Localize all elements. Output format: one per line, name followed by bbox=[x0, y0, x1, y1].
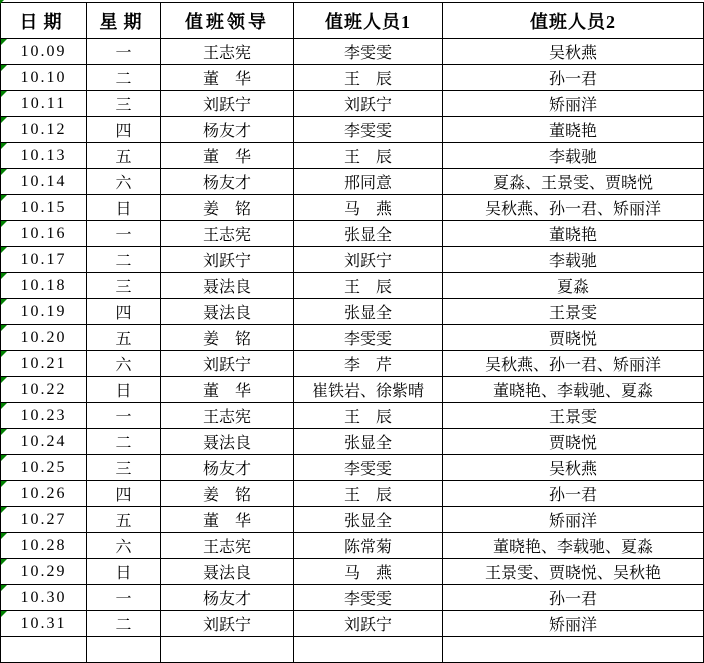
leader-cell[interactable]: 杨友才 bbox=[161, 117, 294, 143]
date-value: 10.12 bbox=[20, 120, 67, 138]
date-value: 10.24 bbox=[20, 432, 67, 450]
table-row bbox=[1, 273, 704, 299]
weekday-cell[interactable]: 五 bbox=[87, 507, 161, 533]
error-indicator-triangle bbox=[1, 429, 7, 435]
error-indicator-triangle bbox=[1, 507, 7, 513]
weekday-cell[interactable]: 五 bbox=[87, 325, 161, 351]
table-row bbox=[1, 143, 704, 169]
header-row bbox=[1, 3, 704, 39]
error-indicator-triangle bbox=[1, 273, 7, 279]
leader-cell[interactable]: 王志宪 bbox=[161, 403, 294, 429]
date-cell[interactable] bbox=[1, 91, 87, 117]
table-row bbox=[1, 39, 704, 65]
table-row bbox=[1, 481, 704, 507]
duty-roster-table bbox=[0, 2, 704, 663]
error-indicator-triangle bbox=[1, 169, 7, 175]
leader-cell[interactable]: 姜 铭 bbox=[161, 481, 294, 507]
staff2-cell[interactable]: 吴秋燕、孙一君、矫丽洋 bbox=[443, 351, 704, 377]
staff2-cell[interactable]: 矫丽洋 bbox=[443, 507, 704, 533]
table-row bbox=[1, 559, 704, 585]
date-cell[interactable] bbox=[1, 429, 87, 455]
weekday-cell[interactable]: 一 bbox=[87, 221, 161, 247]
date-value: 10.30 bbox=[20, 588, 67, 606]
staff2-cell[interactable]: 孙一君 bbox=[443, 65, 704, 91]
table-row bbox=[1, 169, 704, 195]
staff1-cell[interactable]: 王 辰 bbox=[294, 481, 443, 507]
date-cell[interactable] bbox=[1, 299, 87, 325]
weekday-cell[interactable]: 四 bbox=[87, 481, 161, 507]
leader-cell[interactable]: 王志宪 bbox=[161, 533, 294, 559]
date-value: 10.14 bbox=[20, 172, 67, 190]
staff2-cell[interactable]: 矫丽洋 bbox=[443, 91, 704, 117]
date-cell[interactable] bbox=[1, 273, 87, 299]
leader-cell[interactable]: 杨友才 bbox=[161, 169, 294, 195]
leader-cell[interactable]: 王志宪 bbox=[161, 39, 294, 65]
table-row bbox=[1, 195, 704, 221]
table-row bbox=[1, 377, 704, 403]
error-indicator-triangle bbox=[1, 195, 7, 201]
error-indicator-triangle bbox=[1, 611, 7, 617]
staff1-cell[interactable]: 崔铁岩、徐紫晴 bbox=[294, 377, 443, 403]
staff2-cell[interactable]: 孙一君 bbox=[443, 585, 704, 611]
staff1-cell[interactable]: 李雯雯 bbox=[294, 325, 443, 351]
error-indicator-triangle bbox=[1, 481, 7, 487]
staff1-cell[interactable]: 马 燕 bbox=[294, 195, 443, 221]
staff2-cell[interactable]: 孙一君 bbox=[443, 481, 704, 507]
leader-cell[interactable]: 刘跃宁 bbox=[161, 611, 294, 637]
date-value: 10.09 bbox=[20, 42, 67, 60]
leader-cell[interactable]: 刘跃宁 bbox=[161, 247, 294, 273]
date-value: 10.18 bbox=[20, 276, 67, 294]
date-cell[interactable] bbox=[1, 377, 87, 403]
staff2-cell[interactable]: 王景雯、贾晓悦、吴秋艳 bbox=[443, 559, 704, 585]
staff2-cell[interactable]: 李载驰 bbox=[443, 247, 704, 273]
empty-cell bbox=[87, 637, 161, 663]
leader-cell[interactable]: 聂法良 bbox=[161, 299, 294, 325]
leader-cell[interactable]: 董 华 bbox=[161, 377, 294, 403]
error-indicator-triangle bbox=[1, 117, 7, 123]
staff1-cell[interactable]: 李雯雯 bbox=[294, 585, 443, 611]
error-indicator-triangle bbox=[1, 143, 7, 149]
staff2-cell[interactable]: 夏淼 bbox=[443, 273, 704, 299]
partial-cutoff-row bbox=[1, 637, 704, 663]
staff1-cell[interactable]: 刘跃宁 bbox=[294, 247, 443, 273]
table-row bbox=[1, 65, 704, 91]
staff1-cell[interactable]: 王 辰 bbox=[294, 403, 443, 429]
weekday-cell[interactable]: 五 bbox=[87, 143, 161, 169]
staff2-cell[interactable]: 矫丽洋 bbox=[443, 611, 704, 637]
date-value: 10.22 bbox=[20, 380, 67, 398]
staff1-cell[interactable]: 刘跃宁 bbox=[294, 611, 443, 637]
weekday-cell[interactable]: 一 bbox=[87, 585, 161, 611]
weekday-cell[interactable]: 一 bbox=[87, 403, 161, 429]
staff2-cell[interactable]: 李载驰 bbox=[443, 143, 704, 169]
staff2-cell[interactable]: 吴秋燕 bbox=[443, 455, 704, 481]
date-value: 10.11 bbox=[20, 94, 67, 112]
staff1-cell[interactable]: 王 辰 bbox=[294, 65, 443, 91]
date-value: 10.15 bbox=[20, 198, 67, 216]
table-row bbox=[1, 117, 704, 143]
weekday-cell[interactable]: 二 bbox=[87, 429, 161, 455]
staff1-cell[interactable]: 李 芹 bbox=[294, 351, 443, 377]
table-row bbox=[1, 533, 704, 559]
staff2-cell[interactable]: 夏淼、王景雯、贾晓悦 bbox=[443, 169, 704, 195]
date-value: 10.31 bbox=[20, 614, 67, 632]
leader-cell[interactable]: 董 华 bbox=[161, 143, 294, 169]
date-cell[interactable] bbox=[1, 585, 87, 611]
date-cell[interactable] bbox=[1, 247, 87, 273]
date-cell[interactable] bbox=[1, 351, 87, 377]
staff1-cell[interactable]: 李雯雯 bbox=[294, 455, 443, 481]
error-indicator-triangle bbox=[1, 39, 7, 45]
date-cell[interactable] bbox=[1, 143, 87, 169]
weekday-cell[interactable]: 二 bbox=[87, 65, 161, 91]
date-value: 10.25 bbox=[20, 458, 67, 476]
table-row bbox=[1, 91, 704, 117]
date-value: 10.23 bbox=[20, 406, 67, 424]
leader-cell[interactable]: 王志宪 bbox=[161, 221, 294, 247]
col-header-leader[interactable]: 值班领导 bbox=[161, 3, 294, 39]
weekday-cell[interactable]: 日 bbox=[87, 195, 161, 221]
date-cell[interactable] bbox=[1, 325, 87, 351]
error-indicator-triangle bbox=[1, 325, 7, 331]
staff2-cell[interactable]: 吴秋燕 bbox=[443, 39, 704, 65]
staff1-cell[interactable]: 张显全 bbox=[294, 429, 443, 455]
date-value: 10.28 bbox=[20, 536, 67, 554]
staff2-cell[interactable]: 贾晓悦 bbox=[443, 429, 704, 455]
table-row bbox=[1, 429, 704, 455]
date-value: 10.10 bbox=[20, 68, 67, 86]
col-header-staff1[interactable]: 值班人员1 bbox=[294, 3, 443, 39]
staff1-cell[interactable]: 王 辰 bbox=[294, 273, 443, 299]
date-cell[interactable] bbox=[1, 559, 87, 585]
weekday-cell[interactable]: 一 bbox=[87, 39, 161, 65]
error-indicator-triangle bbox=[1, 455, 7, 461]
date-value: 10.27 bbox=[20, 510, 67, 528]
date-value: 10.13 bbox=[20, 146, 67, 164]
leader-cell[interactable]: 刘跃宁 bbox=[161, 351, 294, 377]
error-indicator-triangle bbox=[1, 403, 7, 409]
weekday-cell[interactable]: 三 bbox=[87, 273, 161, 299]
date-value: 10.21 bbox=[20, 354, 67, 372]
date-cell[interactable] bbox=[1, 533, 87, 559]
weekday-cell[interactable]: 六 bbox=[87, 351, 161, 377]
staff2-cell[interactable]: 吴秋燕、孙一君、矫丽洋 bbox=[443, 195, 704, 221]
error-indicator-triangle bbox=[1, 299, 7, 305]
date-cell[interactable] bbox=[1, 39, 87, 65]
weekday-cell[interactable]: 二 bbox=[87, 611, 161, 637]
staff2-cell[interactable]: 贾晓悦 bbox=[443, 325, 704, 351]
error-indicator-triangle bbox=[1, 221, 7, 227]
leader-cell[interactable]: 刘跃宁 bbox=[161, 91, 294, 117]
error-indicator-triangle bbox=[1, 65, 7, 71]
date-value: 10.17 bbox=[20, 250, 67, 268]
leader-cell[interactable]: 杨友才 bbox=[161, 455, 294, 481]
staff1-cell[interactable]: 陈常菊 bbox=[294, 533, 443, 559]
empty-cell bbox=[443, 637, 704, 663]
leader-cell[interactable]: 杨友才 bbox=[161, 585, 294, 611]
empty-cell bbox=[161, 637, 294, 663]
col-header-weekday[interactable]: 星期 bbox=[87, 3, 161, 39]
leader-cell[interactable]: 董 华 bbox=[161, 65, 294, 91]
staff1-cell[interactable]: 李雯雯 bbox=[294, 39, 443, 65]
date-cell[interactable] bbox=[1, 455, 87, 481]
error-indicator-triangle bbox=[1, 351, 7, 357]
leader-cell[interactable]: 姜 铭 bbox=[161, 325, 294, 351]
date-cell[interactable] bbox=[1, 169, 87, 195]
staff1-cell[interactable]: 王 辰 bbox=[294, 143, 443, 169]
staff1-cell[interactable]: 李雯雯 bbox=[294, 117, 443, 143]
date-value: 10.16 bbox=[20, 224, 67, 242]
date-value: 10.19 bbox=[20, 302, 67, 320]
table-row bbox=[1, 611, 704, 637]
col-header-date[interactable]: 日期 bbox=[1, 3, 87, 39]
roster-body bbox=[1, 39, 704, 663]
staff2-cell[interactable]: 董晓艳 bbox=[443, 221, 704, 247]
date-cell[interactable] bbox=[1, 403, 87, 429]
weekday-cell[interactable]: 三 bbox=[87, 455, 161, 481]
date-cell[interactable] bbox=[1, 507, 87, 533]
error-indicator-triangle bbox=[1, 533, 7, 539]
weekday-cell[interactable]: 四 bbox=[87, 117, 161, 143]
table-row bbox=[1, 403, 704, 429]
leader-cell[interactable]: 聂法良 bbox=[161, 273, 294, 299]
table-row bbox=[1, 351, 704, 377]
table-row bbox=[1, 455, 704, 481]
date-cell[interactable] bbox=[1, 65, 87, 91]
staff2-cell[interactable]: 董晓艳、李载驰、夏淼 bbox=[443, 377, 704, 403]
error-indicator-triangle bbox=[1, 91, 7, 97]
date-value: 10.26 bbox=[20, 484, 67, 502]
table-row bbox=[1, 221, 704, 247]
date-value: 10.29 bbox=[20, 562, 67, 580]
table-row bbox=[1, 507, 704, 533]
date-cell[interactable] bbox=[1, 611, 87, 637]
weekday-cell[interactable]: 日 bbox=[87, 559, 161, 585]
staff2-cell[interactable]: 董晓艳 bbox=[443, 117, 704, 143]
table-row bbox=[1, 325, 704, 351]
date-value: 10.20 bbox=[20, 328, 67, 346]
empty-cell bbox=[294, 637, 443, 663]
staff1-cell[interactable]: 张显全 bbox=[294, 299, 443, 325]
leader-cell[interactable]: 姜 铭 bbox=[161, 195, 294, 221]
date-cell[interactable] bbox=[1, 117, 87, 143]
table-row bbox=[1, 299, 704, 325]
weekday-cell[interactable]: 六 bbox=[87, 533, 161, 559]
date-cell[interactable] bbox=[1, 481, 87, 507]
weekday-cell[interactable]: 六 bbox=[87, 169, 161, 195]
leader-cell[interactable]: 聂法良 bbox=[161, 429, 294, 455]
staff1-cell[interactable]: 张显全 bbox=[294, 507, 443, 533]
staff1-cell[interactable]: 马 燕 bbox=[294, 559, 443, 585]
table-row bbox=[1, 585, 704, 611]
empty-cell bbox=[1, 637, 87, 663]
staff2-cell[interactable]: 王景雯 bbox=[443, 299, 704, 325]
weekday-cell[interactable]: 三 bbox=[87, 91, 161, 117]
staff1-cell[interactable]: 刘跃宁 bbox=[294, 91, 443, 117]
error-indicator-triangle bbox=[0, 0, 4, 4]
error-indicator-triangle bbox=[1, 247, 7, 253]
error-indicator-triangle bbox=[1, 559, 7, 565]
col-header-staff2[interactable]: 值班人员2 bbox=[443, 3, 704, 39]
date-cell[interactable] bbox=[1, 221, 87, 247]
weekday-cell[interactable]: 四 bbox=[87, 299, 161, 325]
staff2-cell[interactable]: 董晓艳、李载驰、夏淼 bbox=[443, 533, 704, 559]
weekday-cell[interactable]: 二 bbox=[87, 247, 161, 273]
leader-cell[interactable]: 聂法良 bbox=[161, 559, 294, 585]
error-indicator-triangle bbox=[1, 585, 7, 591]
leader-cell[interactable]: 董 华 bbox=[161, 507, 294, 533]
staff1-cell[interactable]: 张显全 bbox=[294, 221, 443, 247]
staff2-cell[interactable]: 王景雯 bbox=[443, 403, 704, 429]
staff1-cell[interactable]: 邢同意 bbox=[294, 169, 443, 195]
weekday-cell[interactable]: 日 bbox=[87, 377, 161, 403]
table-row bbox=[1, 247, 704, 273]
error-indicator-triangle bbox=[1, 377, 7, 383]
date-cell[interactable] bbox=[1, 195, 87, 221]
